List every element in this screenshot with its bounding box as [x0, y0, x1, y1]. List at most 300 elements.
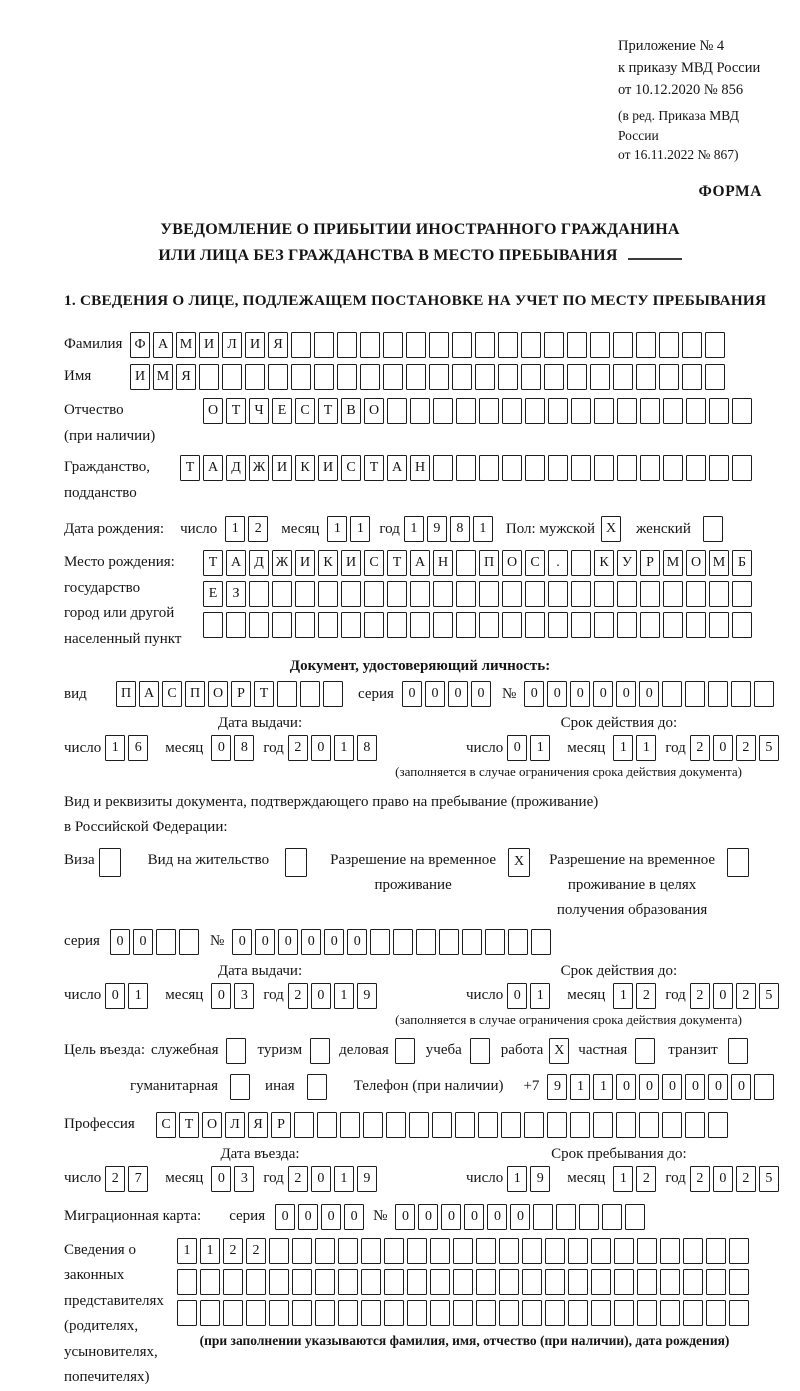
char-cell[interactable] [453, 1238, 473, 1264]
char-cell[interactable] [410, 581, 430, 607]
char-cell[interactable] [338, 1269, 358, 1295]
char-cell[interactable] [292, 1269, 312, 1295]
char-cell[interactable] [433, 612, 453, 638]
char-cell[interactable] [662, 1112, 682, 1138]
char-cell[interactable]: И [341, 550, 361, 576]
char-cell[interactable] [318, 581, 338, 607]
char-cell[interactable]: X [508, 848, 530, 877]
char-cell[interactable]: 1 [570, 1074, 590, 1100]
char-cell[interactable] [570, 1112, 590, 1138]
char-cell[interactable]: Т [180, 455, 200, 481]
char-cell[interactable]: 2 [223, 1238, 243, 1264]
char-cell[interactable] [614, 1238, 634, 1264]
char-cell[interactable] [200, 1300, 220, 1326]
char-cell[interactable]: Т [203, 550, 223, 576]
char-cell[interactable]: Е [203, 581, 223, 607]
char-cell[interactable] [659, 364, 679, 390]
char-cell[interactable]: И [130, 364, 150, 390]
char-cell[interactable] [754, 1074, 774, 1100]
char-cell[interactable]: 1 [507, 1166, 527, 1192]
char-cell[interactable]: 2 [636, 983, 656, 1009]
char-cell[interactable] [499, 1269, 519, 1295]
char-cell[interactable] [409, 1112, 429, 1138]
char-cell[interactable]: 2 [105, 1166, 125, 1192]
char-cell[interactable]: 0 [713, 735, 733, 761]
char-cell[interactable]: 0 [425, 681, 445, 707]
char-cell[interactable]: 1 [613, 1166, 633, 1192]
char-cell[interactable] [338, 1238, 358, 1264]
char-cell[interactable] [590, 332, 610, 358]
char-cell[interactable]: 8 [234, 735, 254, 761]
char-cell[interactable] [709, 398, 729, 424]
char-cell[interactable] [341, 612, 361, 638]
char-cell[interactable] [470, 1038, 490, 1064]
char-cell[interactable] [525, 455, 545, 481]
char-cell[interactable] [727, 848, 749, 877]
char-cell[interactable] [429, 332, 449, 358]
char-cell[interactable] [432, 1112, 452, 1138]
char-cell[interactable]: X [549, 1038, 569, 1064]
char-cell[interactable] [708, 681, 728, 707]
char-cell[interactable]: Л [222, 332, 242, 358]
char-cell[interactable] [479, 581, 499, 607]
char-cell[interactable] [99, 848, 121, 877]
char-cell[interactable] [430, 1238, 450, 1264]
char-cell[interactable] [682, 364, 702, 390]
char-cell[interactable] [453, 1300, 473, 1326]
char-cell[interactable] [387, 581, 407, 607]
char-cell[interactable]: 0 [639, 681, 659, 707]
char-cell[interactable] [567, 332, 587, 358]
char-cell[interactable]: 2 [288, 983, 308, 1009]
char-cell[interactable] [485, 929, 505, 955]
char-cell[interactable] [660, 1300, 680, 1326]
char-cell[interactable]: М [663, 550, 683, 576]
char-cell[interactable] [433, 455, 453, 481]
char-cell[interactable] [568, 1238, 588, 1264]
char-cell[interactable]: 2 [690, 735, 710, 761]
char-cell[interactable] [545, 1269, 565, 1295]
char-cell[interactable]: Е [272, 398, 292, 424]
char-cell[interactable]: 0 [278, 929, 298, 955]
char-cell[interactable]: А [203, 455, 223, 481]
char-cell[interactable] [617, 398, 637, 424]
char-cell[interactable]: 0 [105, 983, 125, 1009]
char-cell[interactable] [706, 1238, 726, 1264]
char-cell[interactable]: Д [249, 550, 269, 576]
char-cell[interactable] [525, 581, 545, 607]
char-cell[interactable]: К [594, 550, 614, 576]
char-cell[interactable] [685, 681, 705, 707]
char-cell[interactable] [625, 1204, 645, 1230]
char-cell[interactable] [226, 612, 246, 638]
char-cell[interactable] [314, 364, 334, 390]
char-cell[interactable] [525, 398, 545, 424]
char-cell[interactable]: А [226, 550, 246, 576]
char-cell[interactable] [709, 612, 729, 638]
char-cell[interactable] [593, 1112, 613, 1138]
char-cell[interactable] [200, 1269, 220, 1295]
char-cell[interactable] [617, 581, 637, 607]
char-cell[interactable] [340, 1112, 360, 1138]
char-cell[interactable]: 1 [404, 516, 424, 542]
char-cell[interactable] [521, 332, 541, 358]
char-cell[interactable] [522, 1238, 542, 1264]
char-cell[interactable] [705, 332, 725, 358]
char-cell[interactable] [364, 612, 384, 638]
char-cell[interactable] [637, 1238, 657, 1264]
char-cell[interactable] [571, 550, 591, 576]
char-cell[interactable]: 2 [246, 1238, 266, 1264]
char-cell[interactable]: 0 [255, 929, 275, 955]
char-cell[interactable] [637, 1269, 657, 1295]
char-cell[interactable] [456, 581, 476, 607]
char-cell[interactable] [548, 612, 568, 638]
char-cell[interactable] [456, 612, 476, 638]
char-cell[interactable]: А [410, 550, 430, 576]
char-cell[interactable]: О [364, 398, 384, 424]
char-cell[interactable]: Б [732, 550, 752, 576]
char-cell[interactable]: С [364, 550, 384, 576]
char-cell[interactable] [709, 581, 729, 607]
char-cell[interactable] [571, 581, 591, 607]
char-cell[interactable] [393, 929, 413, 955]
char-cell[interactable] [430, 1269, 450, 1295]
char-cell[interactable]: 9 [547, 1074, 567, 1100]
char-cell[interactable] [230, 1074, 250, 1100]
char-cell[interactable] [314, 332, 334, 358]
char-cell[interactable] [548, 398, 568, 424]
char-cell[interactable]: 9 [530, 1166, 550, 1192]
char-cell[interactable]: 0 [570, 681, 590, 707]
char-cell[interactable] [556, 1204, 576, 1230]
char-cell[interactable]: П [116, 681, 136, 707]
char-cell[interactable] [475, 364, 495, 390]
char-cell[interactable] [433, 581, 453, 607]
char-cell[interactable]: К [295, 455, 315, 481]
char-cell[interactable]: 0 [507, 983, 527, 1009]
char-cell[interactable] [285, 848, 307, 877]
char-cell[interactable]: С [162, 681, 182, 707]
char-cell[interactable] [479, 398, 499, 424]
char-cell[interactable]: О [502, 550, 522, 576]
char-cell[interactable]: 1 [327, 516, 347, 542]
char-cell[interactable]: 3 [234, 1166, 254, 1192]
char-cell[interactable] [475, 332, 495, 358]
char-cell[interactable]: 0 [402, 681, 422, 707]
char-cell[interactable] [548, 581, 568, 607]
char-cell[interactable] [525, 612, 545, 638]
char-cell[interactable] [732, 581, 752, 607]
char-cell[interactable]: Н [410, 455, 430, 481]
char-cell[interactable]: 1 [350, 516, 370, 542]
char-cell[interactable]: 0 [301, 929, 321, 955]
char-cell[interactable]: 0 [547, 681, 567, 707]
char-cell[interactable] [416, 929, 436, 955]
char-cell[interactable] [476, 1300, 496, 1326]
char-cell[interactable] [455, 1112, 475, 1138]
char-cell[interactable] [659, 332, 679, 358]
char-cell[interactable]: Ф [130, 332, 150, 358]
char-cell[interactable] [269, 1238, 289, 1264]
char-cell[interactable]: 0 [211, 1166, 231, 1192]
char-cell[interactable] [616, 1112, 636, 1138]
char-cell[interactable] [571, 612, 591, 638]
char-cell[interactable] [683, 1300, 703, 1326]
char-cell[interactable]: 9 [427, 516, 447, 542]
char-cell[interactable] [292, 1238, 312, 1264]
char-cell[interactable] [222, 364, 242, 390]
char-cell[interactable]: И [295, 550, 315, 576]
char-cell[interactable] [294, 1112, 314, 1138]
char-cell[interactable] [291, 332, 311, 358]
char-cell[interactable]: 0 [298, 1204, 318, 1230]
char-cell[interactable]: 0 [507, 735, 527, 761]
char-cell[interactable] [660, 1238, 680, 1264]
char-cell[interactable]: 8 [450, 516, 470, 542]
char-cell[interactable]: 0 [524, 681, 544, 707]
char-cell[interactable] [594, 398, 614, 424]
char-cell[interactable] [706, 1269, 726, 1295]
char-cell[interactable] [547, 1112, 567, 1138]
char-cell[interactable]: 0 [418, 1204, 438, 1230]
char-cell[interactable]: С [156, 1112, 176, 1138]
char-cell[interactable] [663, 612, 683, 638]
char-cell[interactable] [203, 612, 223, 638]
char-cell[interactable] [686, 398, 706, 424]
char-cell[interactable] [300, 681, 320, 707]
char-cell[interactable] [295, 581, 315, 607]
char-cell[interactable]: 5 [759, 983, 779, 1009]
char-cell[interactable] [269, 1300, 289, 1326]
char-cell[interactable] [614, 1269, 634, 1295]
char-cell[interactable] [706, 1300, 726, 1326]
char-cell[interactable]: 1 [334, 735, 354, 761]
char-cell[interactable] [245, 364, 265, 390]
char-cell[interactable]: М [709, 550, 729, 576]
char-cell[interactable] [502, 581, 522, 607]
char-cell[interactable] [591, 1269, 611, 1295]
char-cell[interactable] [249, 581, 269, 607]
char-cell[interactable] [502, 455, 522, 481]
char-cell[interactable]: 0 [211, 735, 231, 761]
char-cell[interactable] [223, 1269, 243, 1295]
char-cell[interactable]: М [153, 364, 173, 390]
char-cell[interactable] [246, 1300, 266, 1326]
char-cell[interactable] [705, 364, 725, 390]
char-cell[interactable] [571, 398, 591, 424]
char-cell[interactable] [226, 1038, 246, 1064]
char-cell[interactable] [364, 581, 384, 607]
char-cell[interactable]: 1 [593, 1074, 613, 1100]
char-cell[interactable] [568, 1269, 588, 1295]
char-cell[interactable]: И [199, 332, 219, 358]
char-cell[interactable]: 2 [690, 983, 710, 1009]
char-cell[interactable]: 9 [357, 983, 377, 1009]
char-cell[interactable]: . [548, 550, 568, 576]
char-cell[interactable]: О [202, 1112, 222, 1138]
char-cell[interactable] [277, 681, 297, 707]
char-cell[interactable] [383, 364, 403, 390]
char-cell[interactable] [387, 612, 407, 638]
char-cell[interactable]: 1 [177, 1238, 197, 1264]
char-cell[interactable]: З [226, 581, 246, 607]
char-cell[interactable] [637, 1300, 657, 1326]
char-cell[interactable]: 0 [487, 1204, 507, 1230]
char-cell[interactable] [545, 1238, 565, 1264]
char-cell[interactable] [384, 1269, 404, 1295]
char-cell[interactable]: 2 [636, 1166, 656, 1192]
char-cell[interactable] [663, 581, 683, 607]
char-cell[interactable] [177, 1300, 197, 1326]
char-cell[interactable] [682, 332, 702, 358]
char-cell[interactable] [567, 364, 587, 390]
char-cell[interactable] [732, 612, 752, 638]
char-cell[interactable] [544, 364, 564, 390]
char-cell[interactable]: 0 [708, 1074, 728, 1100]
char-cell[interactable] [479, 455, 499, 481]
char-cell[interactable] [395, 1038, 415, 1064]
char-cell[interactable]: 2 [736, 1166, 756, 1192]
char-cell[interactable]: И [245, 332, 265, 358]
char-cell[interactable]: 0 [593, 681, 613, 707]
char-cell[interactable] [249, 612, 269, 638]
char-cell[interactable]: Д [226, 455, 246, 481]
char-cell[interactable] [686, 581, 706, 607]
char-cell[interactable]: 0 [311, 1166, 331, 1192]
char-cell[interactable]: 2 [690, 1166, 710, 1192]
char-cell[interactable] [729, 1269, 749, 1295]
char-cell[interactable] [579, 1204, 599, 1230]
char-cell[interactable] [703, 516, 723, 542]
char-cell[interactable] [640, 612, 660, 638]
char-cell[interactable]: А [387, 455, 407, 481]
char-cell[interactable] [317, 1112, 337, 1138]
char-cell[interactable] [323, 681, 343, 707]
char-cell[interactable] [177, 1269, 197, 1295]
char-cell[interactable] [522, 1269, 542, 1295]
char-cell[interactable] [361, 1269, 381, 1295]
char-cell[interactable] [640, 455, 660, 481]
char-cell[interactable]: 0 [110, 929, 130, 955]
char-cell[interactable] [410, 612, 430, 638]
char-cell[interactable] [602, 1204, 622, 1230]
char-cell[interactable]: И [318, 455, 338, 481]
char-cell[interactable] [617, 612, 637, 638]
char-cell[interactable]: О [208, 681, 228, 707]
char-cell[interactable]: 2 [288, 1166, 308, 1192]
char-cell[interactable]: В [341, 398, 361, 424]
char-cell[interactable]: 0 [464, 1204, 484, 1230]
char-cell[interactable] [635, 1038, 655, 1064]
char-cell[interactable] [363, 1112, 383, 1138]
char-cell[interactable] [728, 1038, 748, 1064]
char-cell[interactable] [501, 1112, 521, 1138]
char-cell[interactable]: У [617, 550, 637, 576]
char-cell[interactable]: 0 [133, 929, 153, 955]
char-cell[interactable] [452, 364, 472, 390]
char-cell[interactable] [479, 612, 499, 638]
char-cell[interactable]: Р [640, 550, 660, 576]
char-cell[interactable] [533, 1204, 553, 1230]
char-cell[interactable] [407, 1300, 427, 1326]
char-cell[interactable]: 2 [248, 516, 268, 542]
char-cell[interactable] [383, 332, 403, 358]
char-cell[interactable] [476, 1238, 496, 1264]
char-cell[interactable]: 0 [448, 681, 468, 707]
char-cell[interactable]: 0 [662, 1074, 682, 1100]
char-cell[interactable] [729, 1300, 749, 1326]
char-cell[interactable] [386, 1112, 406, 1138]
char-cell[interactable] [179, 929, 199, 955]
char-cell[interactable]: Т [254, 681, 274, 707]
char-cell[interactable]: Р [271, 1112, 291, 1138]
char-cell[interactable] [708, 1112, 728, 1138]
char-cell[interactable]: Т [179, 1112, 199, 1138]
char-cell[interactable] [594, 455, 614, 481]
char-cell[interactable]: 1 [105, 735, 125, 761]
char-cell[interactable]: 0 [311, 983, 331, 1009]
char-cell[interactable]: 9 [357, 1166, 377, 1192]
char-cell[interactable]: 0 [211, 983, 231, 1009]
char-cell[interactable] [531, 929, 551, 955]
char-cell[interactable] [410, 398, 430, 424]
char-cell[interactable]: 0 [344, 1204, 364, 1230]
char-cell[interactable]: С [341, 455, 361, 481]
char-cell[interactable]: Т [387, 550, 407, 576]
char-cell[interactable] [476, 1269, 496, 1295]
char-cell[interactable] [498, 364, 518, 390]
char-cell[interactable]: 0 [232, 929, 252, 955]
char-cell[interactable]: 0 [324, 929, 344, 955]
char-cell[interactable]: 0 [713, 983, 733, 1009]
char-cell[interactable] [384, 1300, 404, 1326]
char-cell[interactable] [502, 398, 522, 424]
char-cell[interactable] [406, 364, 426, 390]
char-cell[interactable] [291, 364, 311, 390]
char-cell[interactable]: 0 [311, 735, 331, 761]
char-cell[interactable] [337, 332, 357, 358]
char-cell[interactable]: 1 [473, 516, 493, 542]
char-cell[interactable] [639, 1112, 659, 1138]
char-cell[interactable] [370, 929, 390, 955]
char-cell[interactable] [568, 1300, 588, 1326]
char-cell[interactable]: Т [226, 398, 246, 424]
char-cell[interactable]: 2 [736, 735, 756, 761]
char-cell[interactable] [315, 1238, 335, 1264]
char-cell[interactable]: 1 [636, 735, 656, 761]
char-cell[interactable]: 0 [510, 1204, 530, 1230]
char-cell[interactable]: Н [433, 550, 453, 576]
char-cell[interactable]: 1 [128, 983, 148, 1009]
char-cell[interactable]: 7 [128, 1166, 148, 1192]
char-cell[interactable] [754, 681, 774, 707]
char-cell[interactable]: 1 [225, 516, 245, 542]
char-cell[interactable] [439, 929, 459, 955]
char-cell[interactable] [456, 550, 476, 576]
char-cell[interactable] [430, 1300, 450, 1326]
char-cell[interactable]: И [272, 455, 292, 481]
char-cell[interactable] [387, 398, 407, 424]
char-cell[interactable]: Р [231, 681, 251, 707]
char-cell[interactable] [361, 1238, 381, 1264]
char-cell[interactable]: 5 [759, 735, 779, 761]
char-cell[interactable] [594, 612, 614, 638]
char-cell[interactable]: Ж [272, 550, 292, 576]
char-cell[interactable] [307, 1074, 327, 1100]
char-cell[interactable] [499, 1300, 519, 1326]
char-cell[interactable] [731, 681, 751, 707]
